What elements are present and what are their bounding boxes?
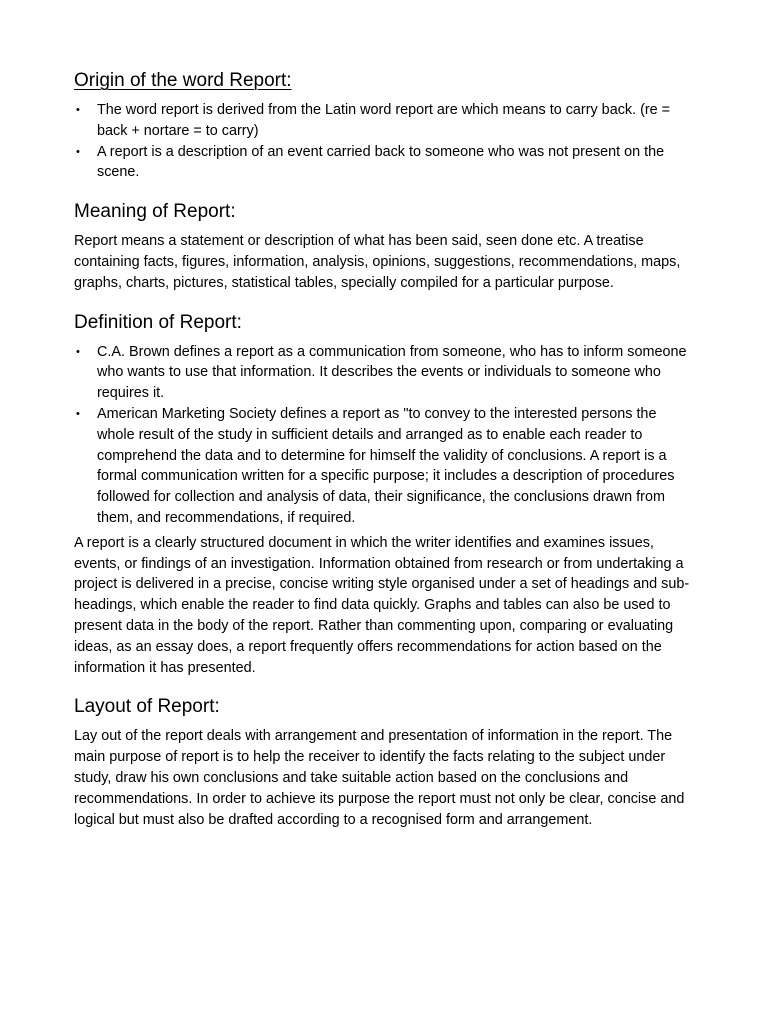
layout-paragraph: Lay out of the report deals with arrangement and presentation of information in the report. The main purpose of report is to help the receiver to identify the facts relating to the subject under study, draw his own conclusions and take suitable action based on the conclusions and recommendations. In order to achieve its purpose the report must not only be clear, concise and logical but must also be drafted according to a recognised form and arrangement. bbox=[74, 728, 685, 828]
list-item bbox=[74, 342, 694, 404]
list-item-text: A report is a description of an event carried back to someone who was not present on the scene. bbox=[97, 143, 665, 181]
layout-heading: Layout of Report: bbox=[74, 696, 220, 718]
list-item-text: C.A. Brown defines a report as a communication from someone, who has to inform someone who wants to use that information. It describes the events or individuals to someone who requires it. bbox=[97, 343, 687, 402]
meaning-heading: Meaning of Report: bbox=[74, 201, 236, 223]
bullet-icon: • bbox=[76, 345, 80, 358]
definition-bullet-list bbox=[74, 342, 694, 529]
meaning-paragraph: Report means a statement or description of what has been said, seen done etc. A treatise containing facts, figures, information, analysis, opinions, suggestions, recommendations, maps, graphs, charts, pictures, statistical tables, specially compiled for a particular purpose. bbox=[74, 233, 681, 291]
meaning-section bbox=[74, 199, 694, 293]
bullet-icon: • bbox=[76, 104, 80, 116]
list-item bbox=[74, 142, 694, 184]
bullet-icon: • bbox=[76, 145, 80, 158]
origin-bullet-list bbox=[74, 100, 694, 183]
list-item bbox=[74, 404, 694, 529]
origin-section bbox=[74, 68, 694, 183]
list-item bbox=[74, 100, 694, 142]
bullet-icon: • bbox=[76, 407, 80, 420]
list-item-text: American Marketing Society defines a report as "to convey to the interested persons the whole result of the study in sufficient details and arranged as to enable each reader to comprehend the data and to determine for himself the validity of conclusions. A report is a formal communication written for a specific purpose; it includes a description of procedures followed for collection and analysis of data, their significance, the conclusions drawn from them, and recommendations, if required. bbox=[97, 405, 675, 526]
layout-section bbox=[74, 694, 694, 830]
definition-heading: Definition of Report: bbox=[74, 311, 242, 333]
list-item-text: The word report is derived from the Latin word report are which means to carry back. (re = back + nortare = to carry) bbox=[97, 102, 671, 139]
origin-heading: Origin of the word Report: bbox=[74, 70, 292, 91]
definition-paragraph: A report is a clearly structured document in which the writer identifies and examines issues, events, or findings of an investigation. Information obtained from research or from undertaking a project is delivered in a precise, concise writing style organised under a set of headings and sub-headings, which enable the reader to find data quickly. Graphs and tables can also be used to present data in the body of the report. Rather than commenting upon, comparing or evaluating ideas, as an essay does, a report frequently offers recommendations for action based on the information it has presented. bbox=[74, 534, 690, 676]
document-page bbox=[74, 68, 694, 830]
definition-section bbox=[74, 310, 694, 679]
